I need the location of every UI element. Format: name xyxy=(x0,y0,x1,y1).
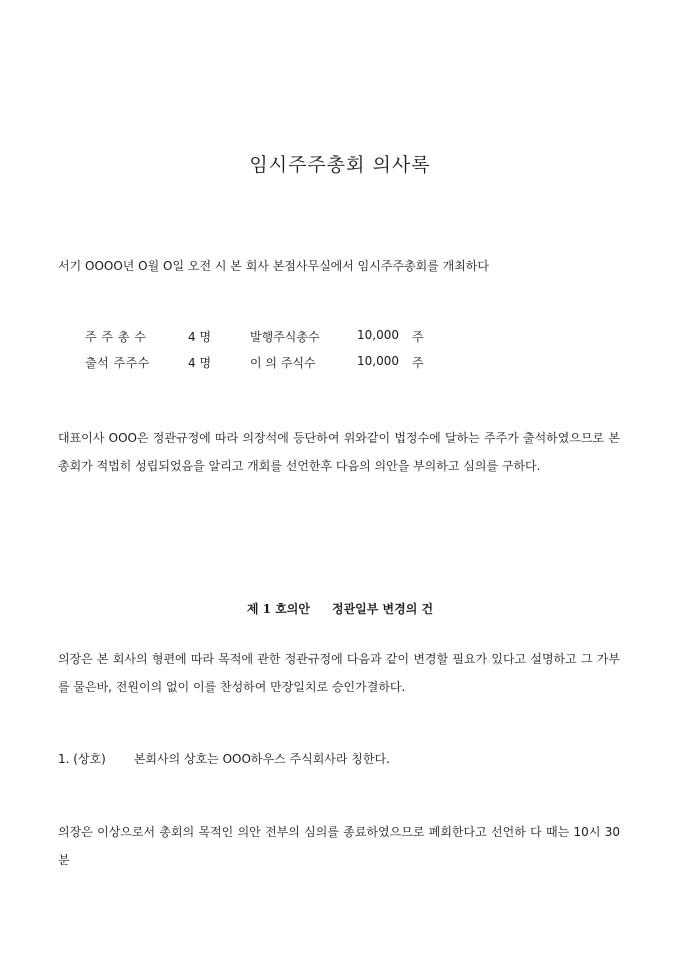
attending-shares-amount: 10,000 xyxy=(357,354,399,368)
stock-row-total xyxy=(85,328,465,354)
agenda-heading xyxy=(0,600,680,617)
opening-paragraph: 대표이사 OOO은 정관규정에 따라 의장석에 등단하여 위와같이 법정수에 달하는 주주가 출석하였으므로 본 총회가 적법히 성립되었음을 알리고 개회를 선언한후 다음의 의안을 부의하고 심의를 구하다. xyxy=(58,431,620,473)
attending-shares-unit: 주 xyxy=(412,356,424,370)
total-shareholders-label: 주 주 총 수 xyxy=(85,330,147,344)
agenda-paragraph: 의장은 본 회사의 형편에 따라 목적에 관한 정관규정에 다음과 같이 변경할 필요가 있다고 설명하고 그 가부를 물은바, 전원이의 없이 이를 찬성하여 만장일치로 승인가결하다. xyxy=(58,652,620,694)
attending-shares-label: 이 의 주식수 xyxy=(250,356,316,370)
meeting-intro-line: 서기 OOOO년 O월 O일 오전 시 본 회사 본점사무실에서 임시주주총회를 개최하다 xyxy=(58,259,489,273)
issued-shares-amount: 10,000 xyxy=(357,328,399,342)
amendment-item xyxy=(58,750,390,767)
attending-shareholders-count: 4 명 xyxy=(188,356,212,370)
total-shareholders-count: 4 명 xyxy=(188,330,212,344)
closing-paragraph: 의장은 이상으로서 총회의 목적인 의안 전부의 심의를 종료하였으므로 폐회한다고 선언하 다 때는 10시 30분 xyxy=(58,825,620,867)
amendment-text: 본회사의 상호는 OOO하우스 주식회사라 칭한다. xyxy=(133,752,390,766)
issued-shares-label: 발행주식총수 xyxy=(250,330,320,344)
attending-shareholders-label: 출석 주주수 xyxy=(85,356,150,370)
agenda-number: 제 1 호의안 xyxy=(246,602,310,616)
stock-row-attending xyxy=(85,354,465,380)
document-title: 임시주주총회 의사록 xyxy=(249,154,431,176)
agenda-title: 정관일부 변경의 건 xyxy=(331,602,434,616)
issued-shares-unit: 주 xyxy=(412,330,424,344)
amendment-label: 1. (상호) xyxy=(58,752,106,766)
shareholder-stock-table xyxy=(85,328,465,380)
